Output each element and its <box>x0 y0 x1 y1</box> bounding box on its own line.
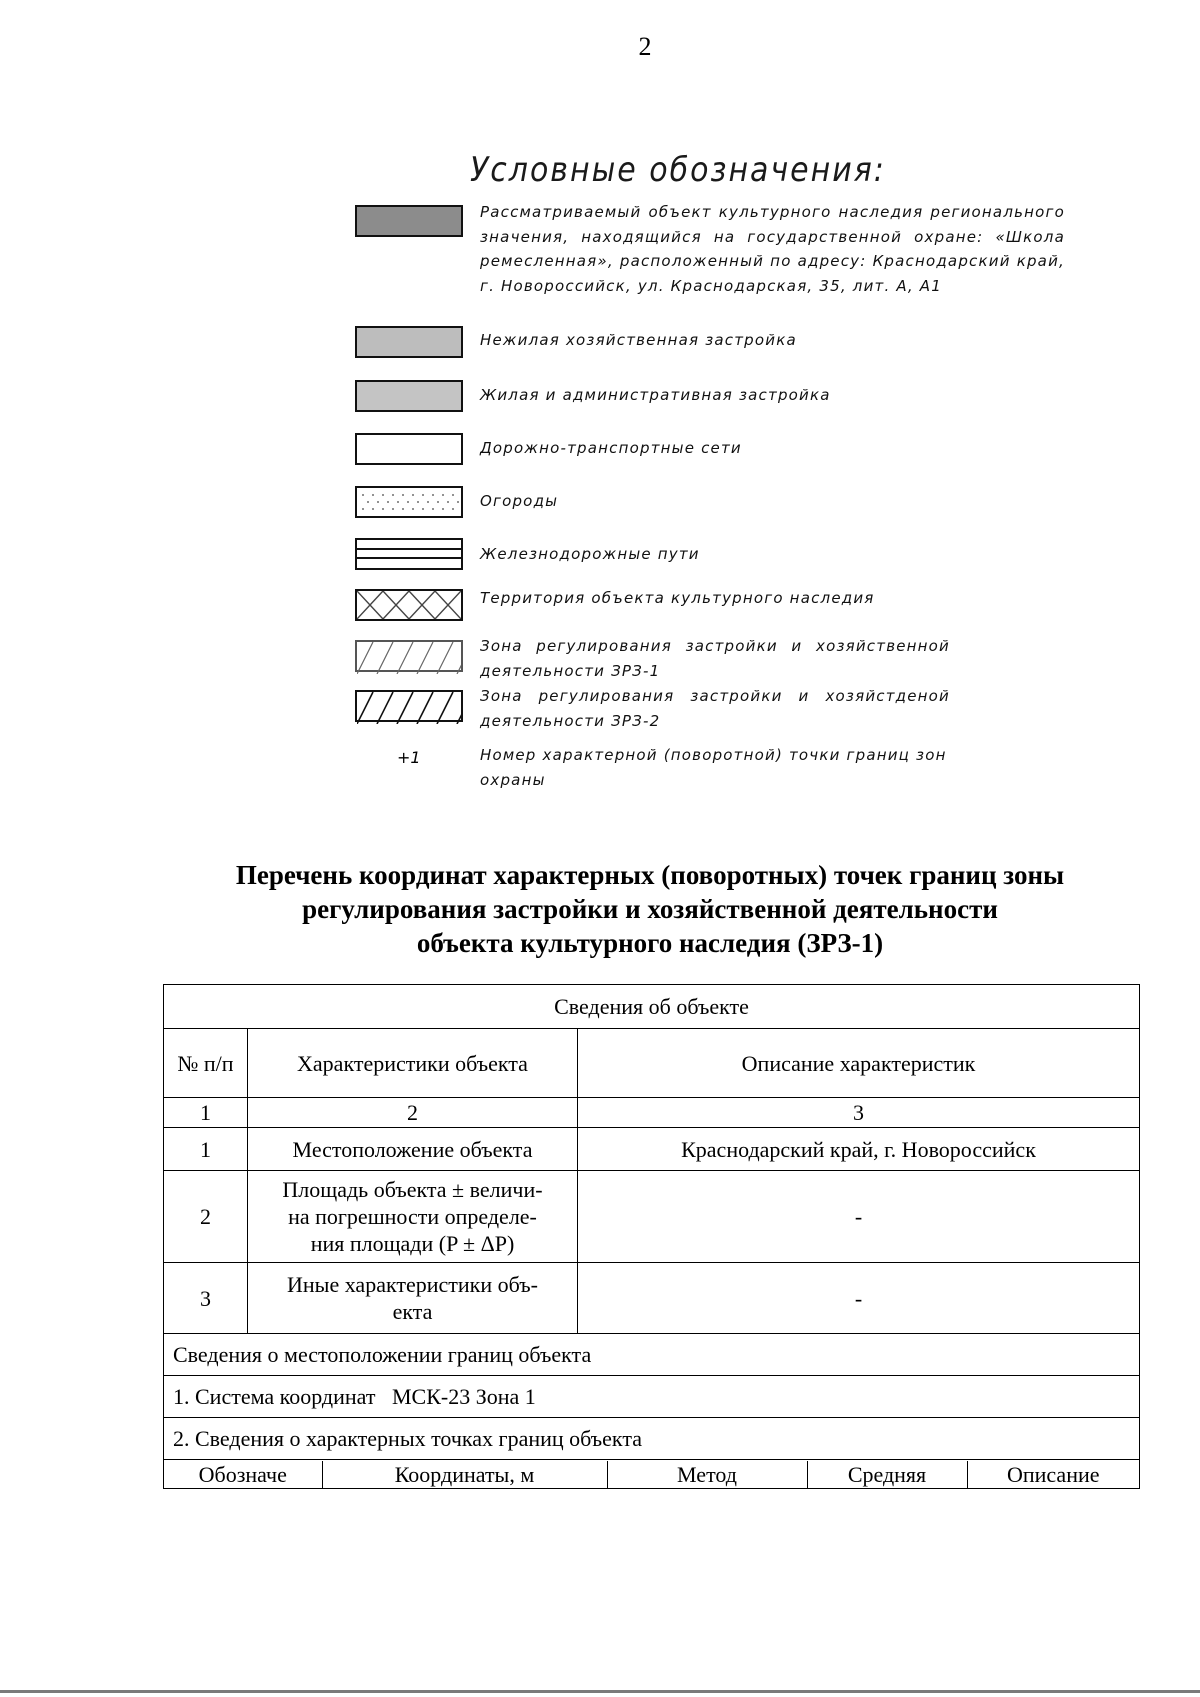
legend-item-text: Нежилая хозяйственная застройка <box>480 331 797 349</box>
row-description: - <box>578 1263 1140 1334</box>
row-characteristic <box>248 1263 578 1334</box>
row-number: 2 <box>164 1171 248 1263</box>
column-index: 3 <box>578 1098 1140 1128</box>
bottom-rule <box>0 1690 1200 1693</box>
heading-line: регулирования застройки и хозяйственной деятельности <box>302 894 998 924</box>
table-row <box>164 1128 1140 1171</box>
legend-item-text: Дорожно-транспортные сети <box>480 439 742 457</box>
legend-item-text: Жилая и административная застройка <box>480 386 831 404</box>
coordinate-system: 1. Система координат МСК-23 Зона 1 <box>164 1376 1140 1418</box>
characteristic-line: Иные характеристики объ- <box>287 1272 538 1297</box>
row-number: 1 <box>164 1128 248 1171</box>
list-heading <box>160 858 1140 960</box>
characteristic-line: екта <box>392 1299 433 1324</box>
characteristic-line: Площадь объекта ± величи- <box>282 1177 543 1202</box>
column-description-header: Описание характеристик <box>578 1029 1140 1098</box>
coord-header: Координаты, м <box>322 1461 607 1488</box>
legend-title: Условные обозначения: <box>470 151 886 191</box>
legend-item-text: Железнодорожные пути <box>480 545 700 563</box>
legend-item-text: Огороды <box>480 492 559 510</box>
section-boundaries-header: Сведения о местоположении границ объекта <box>164 1334 1140 1376</box>
legend-item-text: Номер характерной (поворотной) точки границ зон охраны <box>480 746 947 789</box>
legend-item-text: Зона регулирования застройки и хозяйстденой деятельности ЗРЗ-2 <box>480 687 950 730</box>
table-row <box>164 1263 1140 1334</box>
heritage-object-swatch <box>355 205 463 237</box>
heritage-territory-swatch <box>355 589 463 621</box>
coord-header: Средняя <box>807 1461 967 1488</box>
page-number: 2 <box>638 32 652 61</box>
row-characteristic: Местоположение объекта <box>248 1128 578 1171</box>
row-description: Краснодарский край, г. Новороссийск <box>578 1128 1140 1171</box>
heading-line: Перечень координат характерных (поворотных) точек границ зоны <box>235 860 1065 890</box>
coord-header: Обозначе <box>164 1461 322 1488</box>
residential-swatch <box>355 380 463 412</box>
table-row <box>164 1171 1140 1263</box>
object-info-table <box>163 984 1140 1489</box>
zrz2-swatch <box>355 690 463 722</box>
column-characteristics-header: Характеристики объекта <box>248 1029 578 1098</box>
road-network-swatch <box>355 433 463 465</box>
nonresidential-swatch <box>355 326 463 358</box>
legend-item-text: Зона регулирования застройки и хозяйственной деятельности ЗРЗ-1 <box>480 637 950 680</box>
legend-item-text: Территория объекта культурного наследия <box>480 589 875 607</box>
gardens-swatch <box>355 486 463 518</box>
zrz1-swatch <box>355 640 463 672</box>
coord-header: Описание <box>1006 1461 1100 1487</box>
row-number: 3 <box>164 1263 248 1334</box>
legend-item-text: Рассматриваемый объект культурного наследия регионального значения, находящийся на государственной охране: «Школа ремесленная», расположенный по адресу: Краснодарский край, г. Новороссийск, ул. Краснодарская, 35, лит. А, А1 <box>480 203 1065 295</box>
points-info-header: 2. Сведения о характерных точках границ объекта <box>164 1418 1140 1460</box>
row-characteristic <box>248 1171 578 1263</box>
column-no-header: № п/п <box>164 1029 248 1098</box>
coord-header: Метод <box>607 1461 807 1488</box>
row-description: - <box>578 1171 1140 1263</box>
point-number-mark: +1 <box>397 748 421 767</box>
section-object-header: Сведения об объекте <box>164 985 1140 1029</box>
column-index: 1 <box>164 1098 248 1128</box>
characteristic-line: на погрешности определе- <box>288 1204 537 1229</box>
characteristic-line: ния площади (P ± ΔP) <box>310 1231 515 1256</box>
railway-swatch <box>355 538 463 570</box>
coordinate-headers-cell <box>164 1460 1140 1489</box>
heading-line: объекта культурного наследия (ЗРЗ-1) <box>416 928 884 958</box>
column-index: 2 <box>248 1098 578 1128</box>
coordinate-headers <box>164 1461 1139 1488</box>
